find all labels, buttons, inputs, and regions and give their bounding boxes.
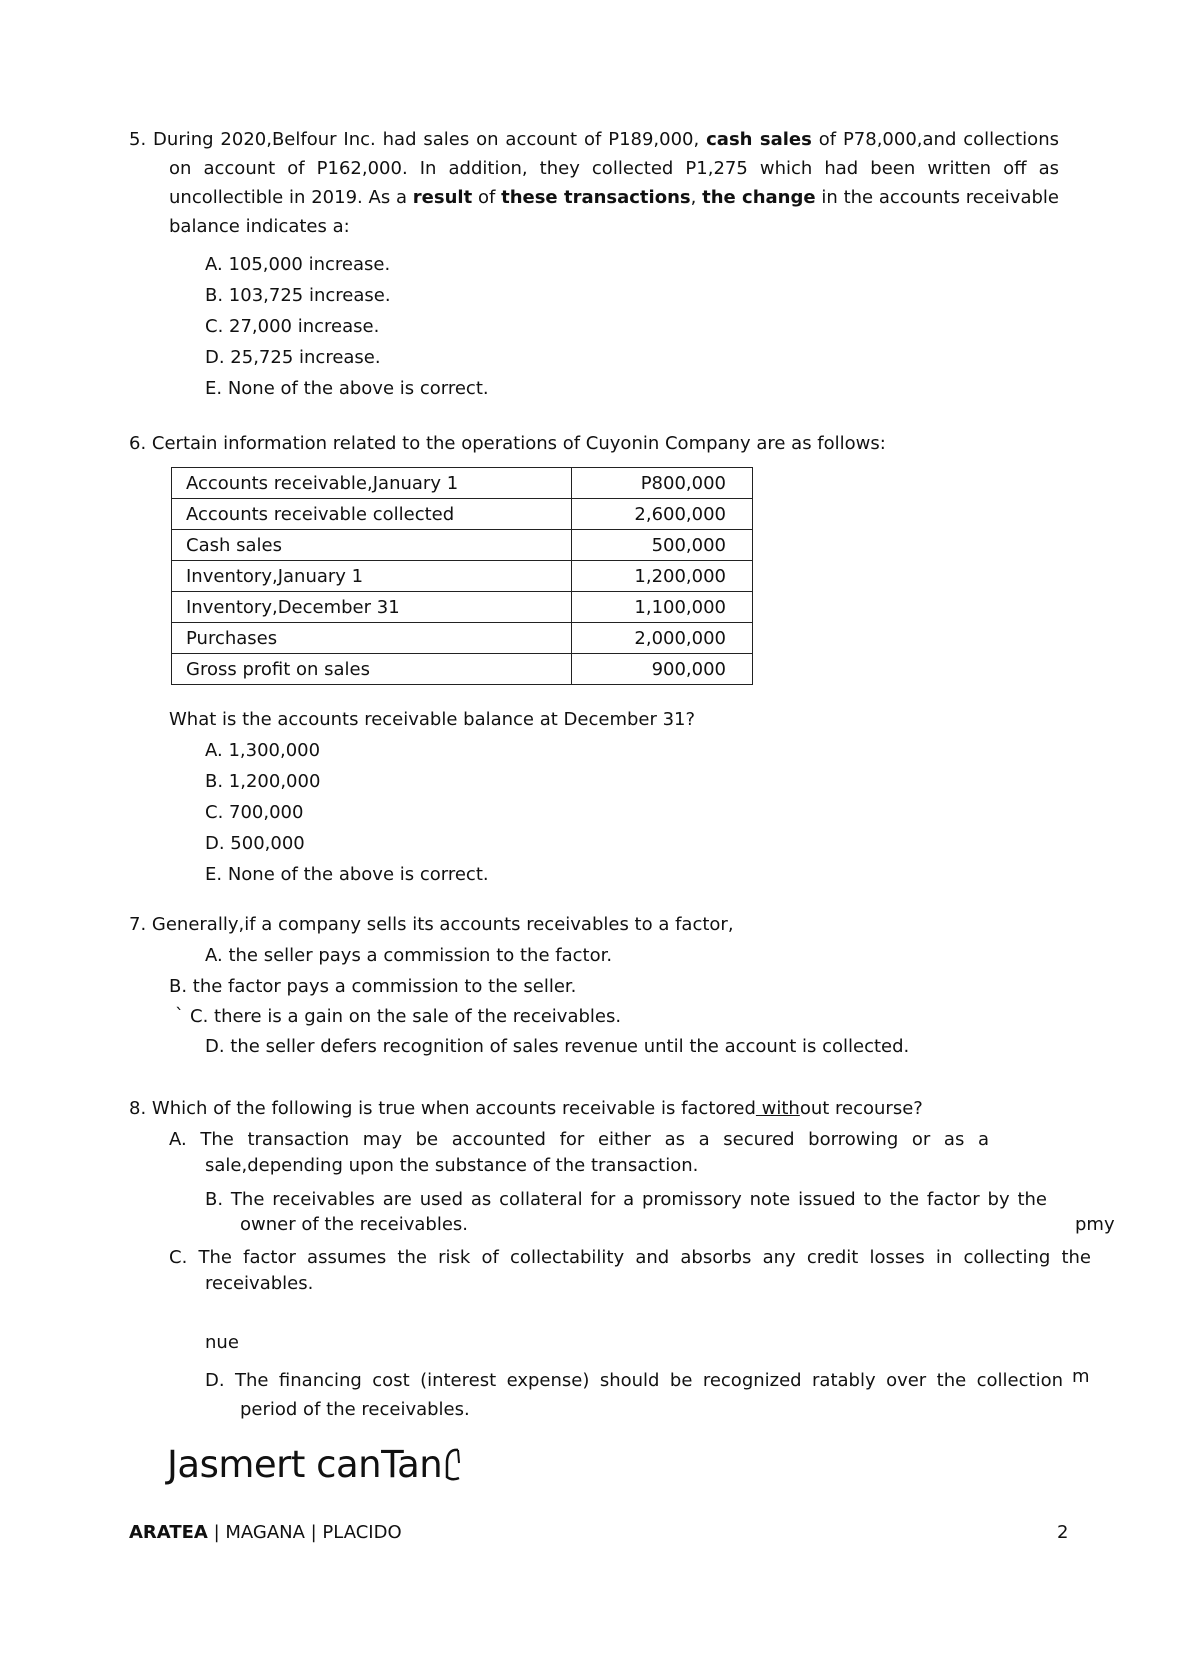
table-row — [172, 561, 753, 592]
table-row — [172, 592, 753, 623]
q8-option-d — [205, 1366, 1063, 1395]
q6-option-e: E. None of the above is correct. — [205, 864, 489, 885]
row-label: Accounts receivable,January 1 — [172, 468, 572, 499]
q6-options — [205, 736, 489, 891]
q8-question — [129, 1098, 923, 1119]
q8-option-d-line-2: period of the receivables. — [240, 1399, 470, 1420]
q8-option-c-line-2: receivables. — [205, 1273, 314, 1294]
q7-option-b: B. the factor pays a commission to the seller. — [169, 976, 577, 997]
signature-scribble-icon — [444, 1447, 464, 1483]
q8-option-b — [205, 1185, 1047, 1214]
q7-option-a: A. the seller pays a commission to the factor. — [205, 945, 613, 966]
q6-option-c: C. 700,000 — [205, 802, 304, 823]
row-value: 900,000 — [572, 654, 753, 685]
q7-option-c: C. there is a gain on the sale of the receivables. — [190, 1006, 622, 1027]
q7-tick-mark: ` — [175, 1005, 184, 1026]
q5-paragraph — [129, 125, 1059, 154]
row-label: Gross profit on sales — [172, 654, 572, 685]
q8-option-a-line-1: A. The transaction may be accounted for either as a secured borrowing or as a — [169, 1129, 989, 1150]
q8-question-end: out recourse? — [799, 1098, 923, 1119]
row-label: Accounts receivable collected — [172, 499, 572, 530]
q7-question: 7. Generally,if a company sells its accounts receivables to a factor, — [129, 914, 734, 935]
footer-names — [129, 1522, 402, 1543]
q8-question-start: 8. Which of the following is true when accounts receivable is factored — [129, 1098, 756, 1119]
row-value: 1,200,000 — [572, 561, 753, 592]
row-label: Inventory,December 31 — [172, 592, 572, 623]
q5-option-e: E. None of the above is correct. — [205, 378, 489, 399]
table-row — [172, 468, 753, 499]
row-value: 500,000 — [572, 530, 753, 561]
table-row — [172, 530, 753, 561]
q6-question: What is the accounts receivable balance at December 31? — [169, 709, 696, 730]
q5-line-4: balance indicates a: — [169, 216, 350, 237]
q5-paragraph-cont — [169, 154, 1059, 241]
table-row — [172, 623, 753, 654]
q8-option-b-line-1: B. The receivables are used as collateral for a promissory note issued to the factor by the — [205, 1189, 1047, 1210]
q8-option-a — [169, 1125, 989, 1154]
q6-info-table — [171, 467, 753, 685]
row-value: 1,100,000 — [572, 592, 753, 623]
q6-option-d: D. 500,000 — [205, 833, 305, 854]
q8-option-d-line-1: D. The financing cost (interest expense) should be recognized ratably over the collection — [205, 1370, 1063, 1391]
q8-option-a-line-2: sale,depending upon the substance of the transaction. — [205, 1155, 699, 1176]
q5-option-a: A. 105,000 increase. — [205, 254, 391, 275]
row-label: Purchases — [172, 623, 572, 654]
q5-option-c: C. 27,000 increase. — [205, 316, 380, 337]
q8-option-b-line-2: owner of the receivables. — [240, 1214, 469, 1235]
q8-option-c — [169, 1243, 1091, 1272]
q8-option-c-line-1: C. The factor assumes the risk of collectability and absorbs any credit losses in collecting the — [169, 1247, 1091, 1268]
q5-line-1: 5. During 2020,Belfour Inc. had sales on account of P189,000, cash sales of P78,000,and collections — [129, 129, 1059, 150]
q5-option-d: D. 25,725 increase. — [205, 347, 381, 368]
row-value: P800,000 — [572, 468, 753, 499]
q6-option-a: A. 1,300,000 — [205, 740, 321, 761]
table-row — [172, 654, 753, 685]
q5-option-b: B. 103,725 increase. — [205, 285, 391, 306]
q8-question-underlined: with — [755, 1098, 800, 1119]
q8-note-pmy: pmy — [1075, 1214, 1115, 1235]
footer-name-bold: ARATEA — [129, 1522, 208, 1543]
q6-option-b: B. 1,200,000 — [205, 771, 321, 792]
q6-intro: 6. Certain information related to the operations of Cuyonin Company are as follows: — [129, 433, 886, 454]
q5-options — [205, 250, 489, 405]
row-value: 2,600,000 — [572, 499, 753, 530]
page-number: 2 — [1057, 1522, 1069, 1543]
q5-line-3: uncollectible in 2019. As a result of these transactions, the change in the accounts receivable — [169, 187, 1059, 208]
signature-text: Jasmert canTan — [167, 1443, 443, 1486]
q8-note-m: m — [1072, 1366, 1090, 1387]
footer-names-rest: | MAGANA | PLACIDO — [207, 1522, 402, 1543]
q5-line-2: on account of P162,000. In addition, they collected P1,275 which had been written off as — [169, 158, 1059, 179]
row-label: Cash sales — [172, 530, 572, 561]
signature — [167, 1443, 464, 1486]
table-row — [172, 499, 753, 530]
q7-option-d: D. the seller defers recognition of sales revenue until the account is collected. — [205, 1036, 910, 1057]
row-value: 2,000,000 — [572, 623, 753, 654]
q8-note-nue: nue — [205, 1332, 239, 1353]
row-label: Inventory,January 1 — [172, 561, 572, 592]
